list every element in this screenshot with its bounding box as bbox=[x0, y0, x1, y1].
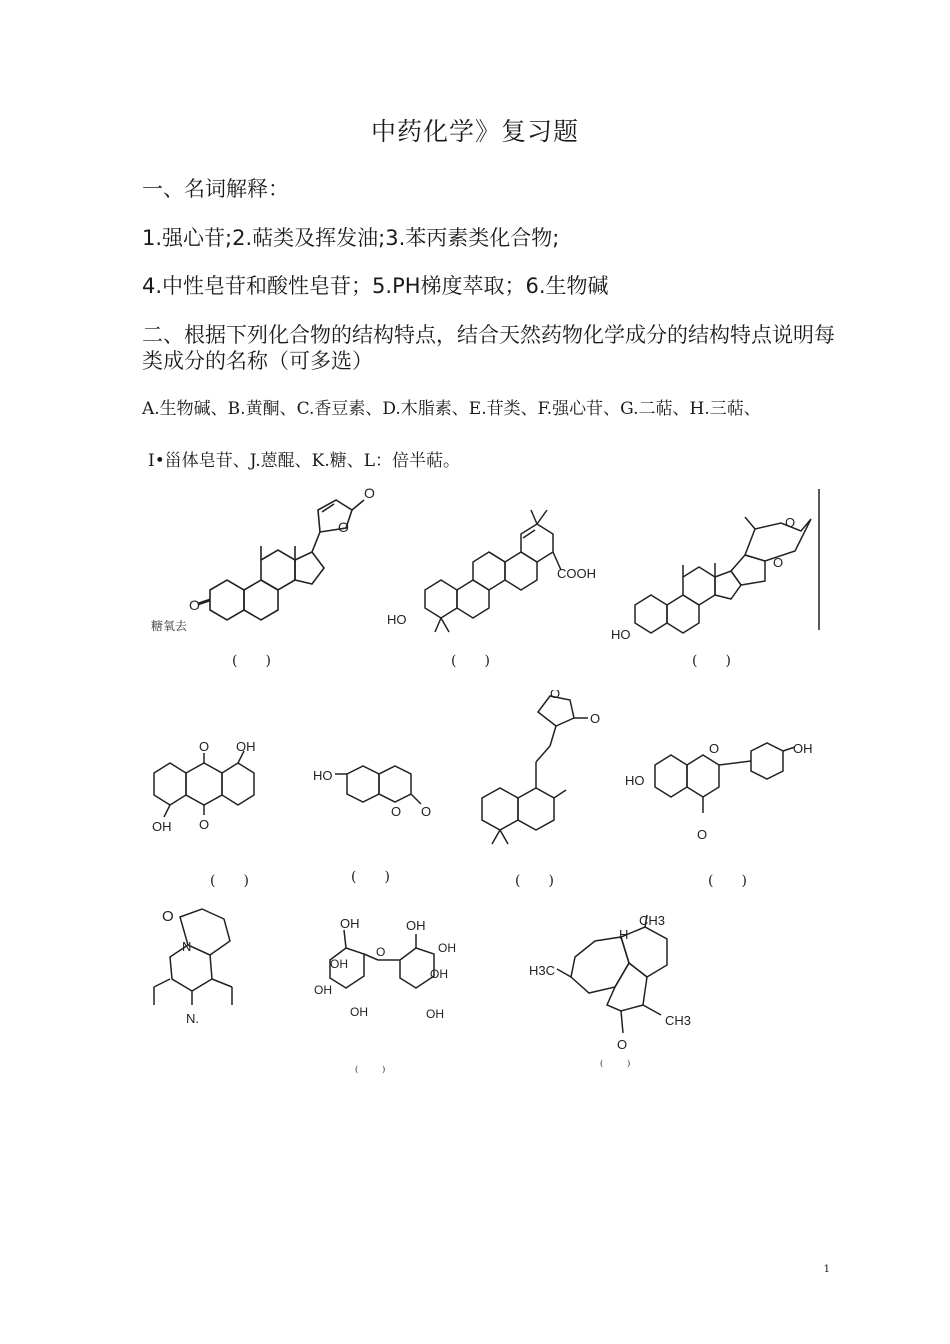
s9-oh1: OH bbox=[340, 916, 360, 931]
s10-h-label: H bbox=[619, 927, 629, 942]
s5-o1-label: O bbox=[391, 804, 402, 819]
answer-blank-10[interactable]: ( ) bbox=[600, 1059, 631, 1068]
s10-ch3-right: CH3 bbox=[665, 1013, 692, 1028]
s9-oh7: OH bbox=[430, 967, 448, 981]
s7-o2-label: O bbox=[697, 827, 708, 842]
s8-n-label: N bbox=[182, 939, 192, 954]
s4-o-top: O bbox=[199, 739, 210, 754]
s4-o-bottom: O bbox=[199, 817, 210, 832]
structure-alkaloid bbox=[140, 905, 270, 1025]
structure-cardenolide bbox=[140, 480, 400, 640]
answer-blank-4[interactable]: ( ) bbox=[210, 873, 249, 889]
s2-cooh-label: COOH bbox=[557, 566, 596, 581]
s10-o-label: O bbox=[617, 1037, 628, 1052]
s4-oh-bottom: OH bbox=[152, 819, 172, 834]
s9-oh2: OH bbox=[330, 957, 348, 971]
s9-oh8: OH bbox=[426, 1007, 444, 1021]
page-number: 1 bbox=[823, 1264, 830, 1275]
structure-flavone bbox=[625, 735, 825, 845]
s1-sugar-label: 糖氧去 bbox=[151, 619, 188, 633]
section1-heading: 一、名词解释： bbox=[142, 177, 289, 201]
structure-steroidal-sapogenin bbox=[605, 485, 830, 645]
s9-oh3: OH bbox=[314, 983, 332, 997]
s9-oh5: OH bbox=[406, 918, 426, 933]
s3-ho-label: HO bbox=[611, 627, 631, 642]
options-line2: I•甾体皂苷、J.蒽醌、K.糖、L：倍半萜。 bbox=[148, 451, 461, 471]
s7-o1-label: O bbox=[709, 741, 720, 756]
structure-disaccharide bbox=[310, 910, 470, 1030]
s3-o2-label: O bbox=[785, 515, 796, 530]
answer-blank-7[interactable]: ( ) bbox=[708, 873, 747, 889]
s7-ho-label: HO bbox=[625, 773, 645, 788]
s10-ch3-top: CH3 bbox=[639, 913, 666, 928]
answer-blank-2[interactable]: ( ) bbox=[451, 653, 490, 669]
options-line1: A.生物碱、B.黄酮、C.香豆素、D.木脂素、E.苷类、F.强心苷、G.二萜、H.三萜、 bbox=[142, 399, 761, 419]
answer-blank-9[interactable]: ( ) bbox=[355, 1065, 386, 1074]
s9-oh4: OH bbox=[350, 1005, 368, 1019]
s8-n2-label: N. bbox=[186, 1011, 199, 1025]
answer-blank-6[interactable]: ( ) bbox=[515, 873, 554, 889]
section1-line1: 1.强心苷;2.萜类及挥发油;3.苯丙素类化合物; bbox=[142, 226, 560, 250]
s10-h3c: H3C bbox=[529, 963, 556, 978]
structure-artemisinin bbox=[525, 905, 705, 1055]
s5-ho-label: HO bbox=[313, 768, 333, 783]
s9-o-label: O bbox=[376, 945, 386, 959]
structure-coumarin bbox=[305, 760, 465, 830]
s5-o2-label: O bbox=[421, 804, 432, 819]
s1-o3-label: O bbox=[189, 597, 200, 613]
answer-blank-1[interactable]: ( ) bbox=[232, 653, 271, 669]
s4-oh-top: OH bbox=[236, 739, 256, 754]
s8-o-label: O bbox=[162, 908, 174, 925]
s1-o-label: O bbox=[364, 485, 375, 501]
s3-o1-label: O bbox=[773, 555, 784, 570]
answer-blank-5[interactable]: ( ) bbox=[351, 869, 390, 885]
section2-heading: 二、根据下列化合物的结构特点，结合天然药物化学成分的结构特点说明每类成分的名称（可多选） bbox=[142, 323, 835, 373]
s7-oh-label: OH bbox=[793, 741, 813, 756]
s6-o2-label: O bbox=[590, 711, 601, 726]
s2-ho-label: HO bbox=[387, 612, 407, 627]
s1-o2-label: O bbox=[338, 519, 349, 535]
structure-oleanolic-acid bbox=[385, 490, 625, 640]
s9-oh6: OH bbox=[438, 941, 456, 955]
structure-anthraquinone bbox=[140, 735, 270, 845]
s6-o1-label: O bbox=[550, 690, 561, 701]
section1-line2: 4.中性皂苷和酸性皂苷；5.PH梯度萃取；6.生物碱 bbox=[142, 274, 609, 298]
structure-diterpene-lactone bbox=[470, 690, 620, 860]
answer-blank-3[interactable]: ( ) bbox=[692, 653, 731, 669]
document-title: 中药化学》复习题 bbox=[370, 117, 579, 146]
